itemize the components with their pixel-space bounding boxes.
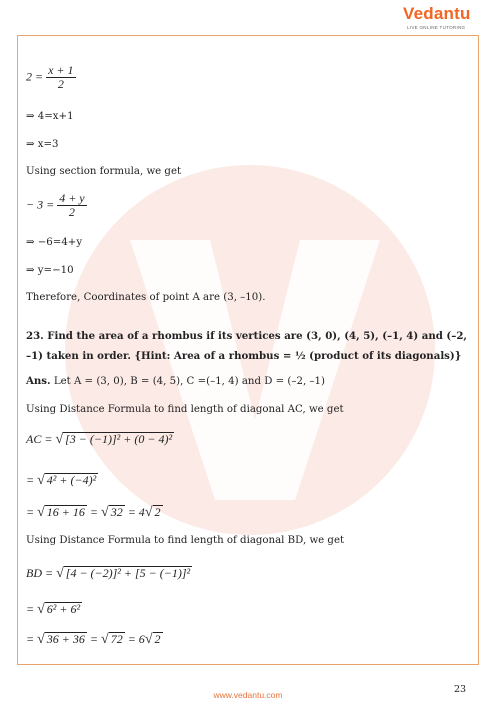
answer-line — [26, 375, 325, 387]
radicand: [4 − (−2)]² + [5 − (−1)]² — [65, 566, 191, 580]
text-line: Therefore, Coordinates of point A are (3, –10). — [26, 292, 266, 303]
denominator: 2 — [68, 205, 75, 219]
radicand: 36 + 36 — [46, 632, 85, 646]
step-line: ⇒ y=−10 — [26, 265, 74, 276]
logo-name: Vedantu — [403, 4, 471, 23]
page-number: 23 — [454, 684, 467, 695]
fraction — [46, 64, 75, 91]
step-line: ⇒ −6=4+y — [26, 237, 83, 248]
answer-text: Let A = (3, 0), B = (4, 5), C =(–1, 4) and D = (–2, –1) — [50, 376, 325, 387]
question-23: 23. Find the area of a rhombus if its vertices are (3, 0), (4, 5), (–1, 4) and (–2, –1) taken in order. {Hint: Area of a rhombus = ½ (product of its diagonals)} — [26, 330, 467, 362]
radicand: 4² + (−4)² — [46, 473, 97, 487]
step-line: ⇒ 4=x+1 — [26, 111, 74, 122]
text-line: Using Distance Formula to find length of diagonal BD, we get — [26, 535, 345, 546]
vedantu-logo — [403, 4, 483, 36]
coefficient: = 4 — [124, 505, 145, 519]
step-line: ⇒ x=3 — [26, 139, 59, 150]
radicand: [3 − (−1)]² + (0 − 4)² — [65, 432, 173, 446]
radicand: 32 — [110, 505, 123, 519]
numerator: x + 1 — [48, 63, 74, 77]
equation-lhs: 2 = — [26, 69, 44, 84]
equation-bd-2: = √ 6² + 6² — [26, 602, 81, 617]
equation-lhs: − 3 = — [26, 197, 55, 212]
radicand: 2 — [154, 632, 161, 646]
radicand: 72 — [110, 632, 123, 646]
answer-label: Ans. — [26, 375, 51, 387]
logo-tagline: LIVE ONLINE TUTORING — [407, 25, 466, 30]
equation-lhs: BD = — [26, 566, 54, 580]
equation-x — [26, 64, 76, 91]
denominator: 2 — [57, 77, 64, 91]
equation-ac-3: = √ 16 + 16 = √ 32 = 4√ 2 — [26, 505, 161, 520]
radicand: 2 — [154, 505, 161, 519]
equation-ac-1: AC = √ [3 − (−1)]² + (0 − 4)² — [26, 432, 173, 447]
equation-y — [26, 192, 87, 219]
equation-bd-3: = √ 36 + 36 = √ 72 = 6√ 2 — [26, 632, 161, 647]
text-line: Using Distance Formula to find length of diagonal AC, we get — [26, 404, 344, 415]
text-line: Using section formula, we get — [26, 166, 182, 177]
equation-ac-2: = √ 4² + (−4)² — [26, 473, 97, 488]
coefficient: = 6 — [124, 632, 145, 646]
equation-bd-1: BD = √ [4 − (−2)]² + [5 − (−1)]² — [26, 566, 191, 581]
numerator: 4 + y — [59, 191, 85, 205]
footer-url[interactable]: www.vedantu.com — [213, 690, 283, 700]
radicand: 6² + 6² — [46, 602, 81, 616]
equation-lhs: AC = — [26, 432, 53, 446]
radicand: 16 + 16 — [46, 505, 85, 519]
fraction — [57, 192, 86, 219]
